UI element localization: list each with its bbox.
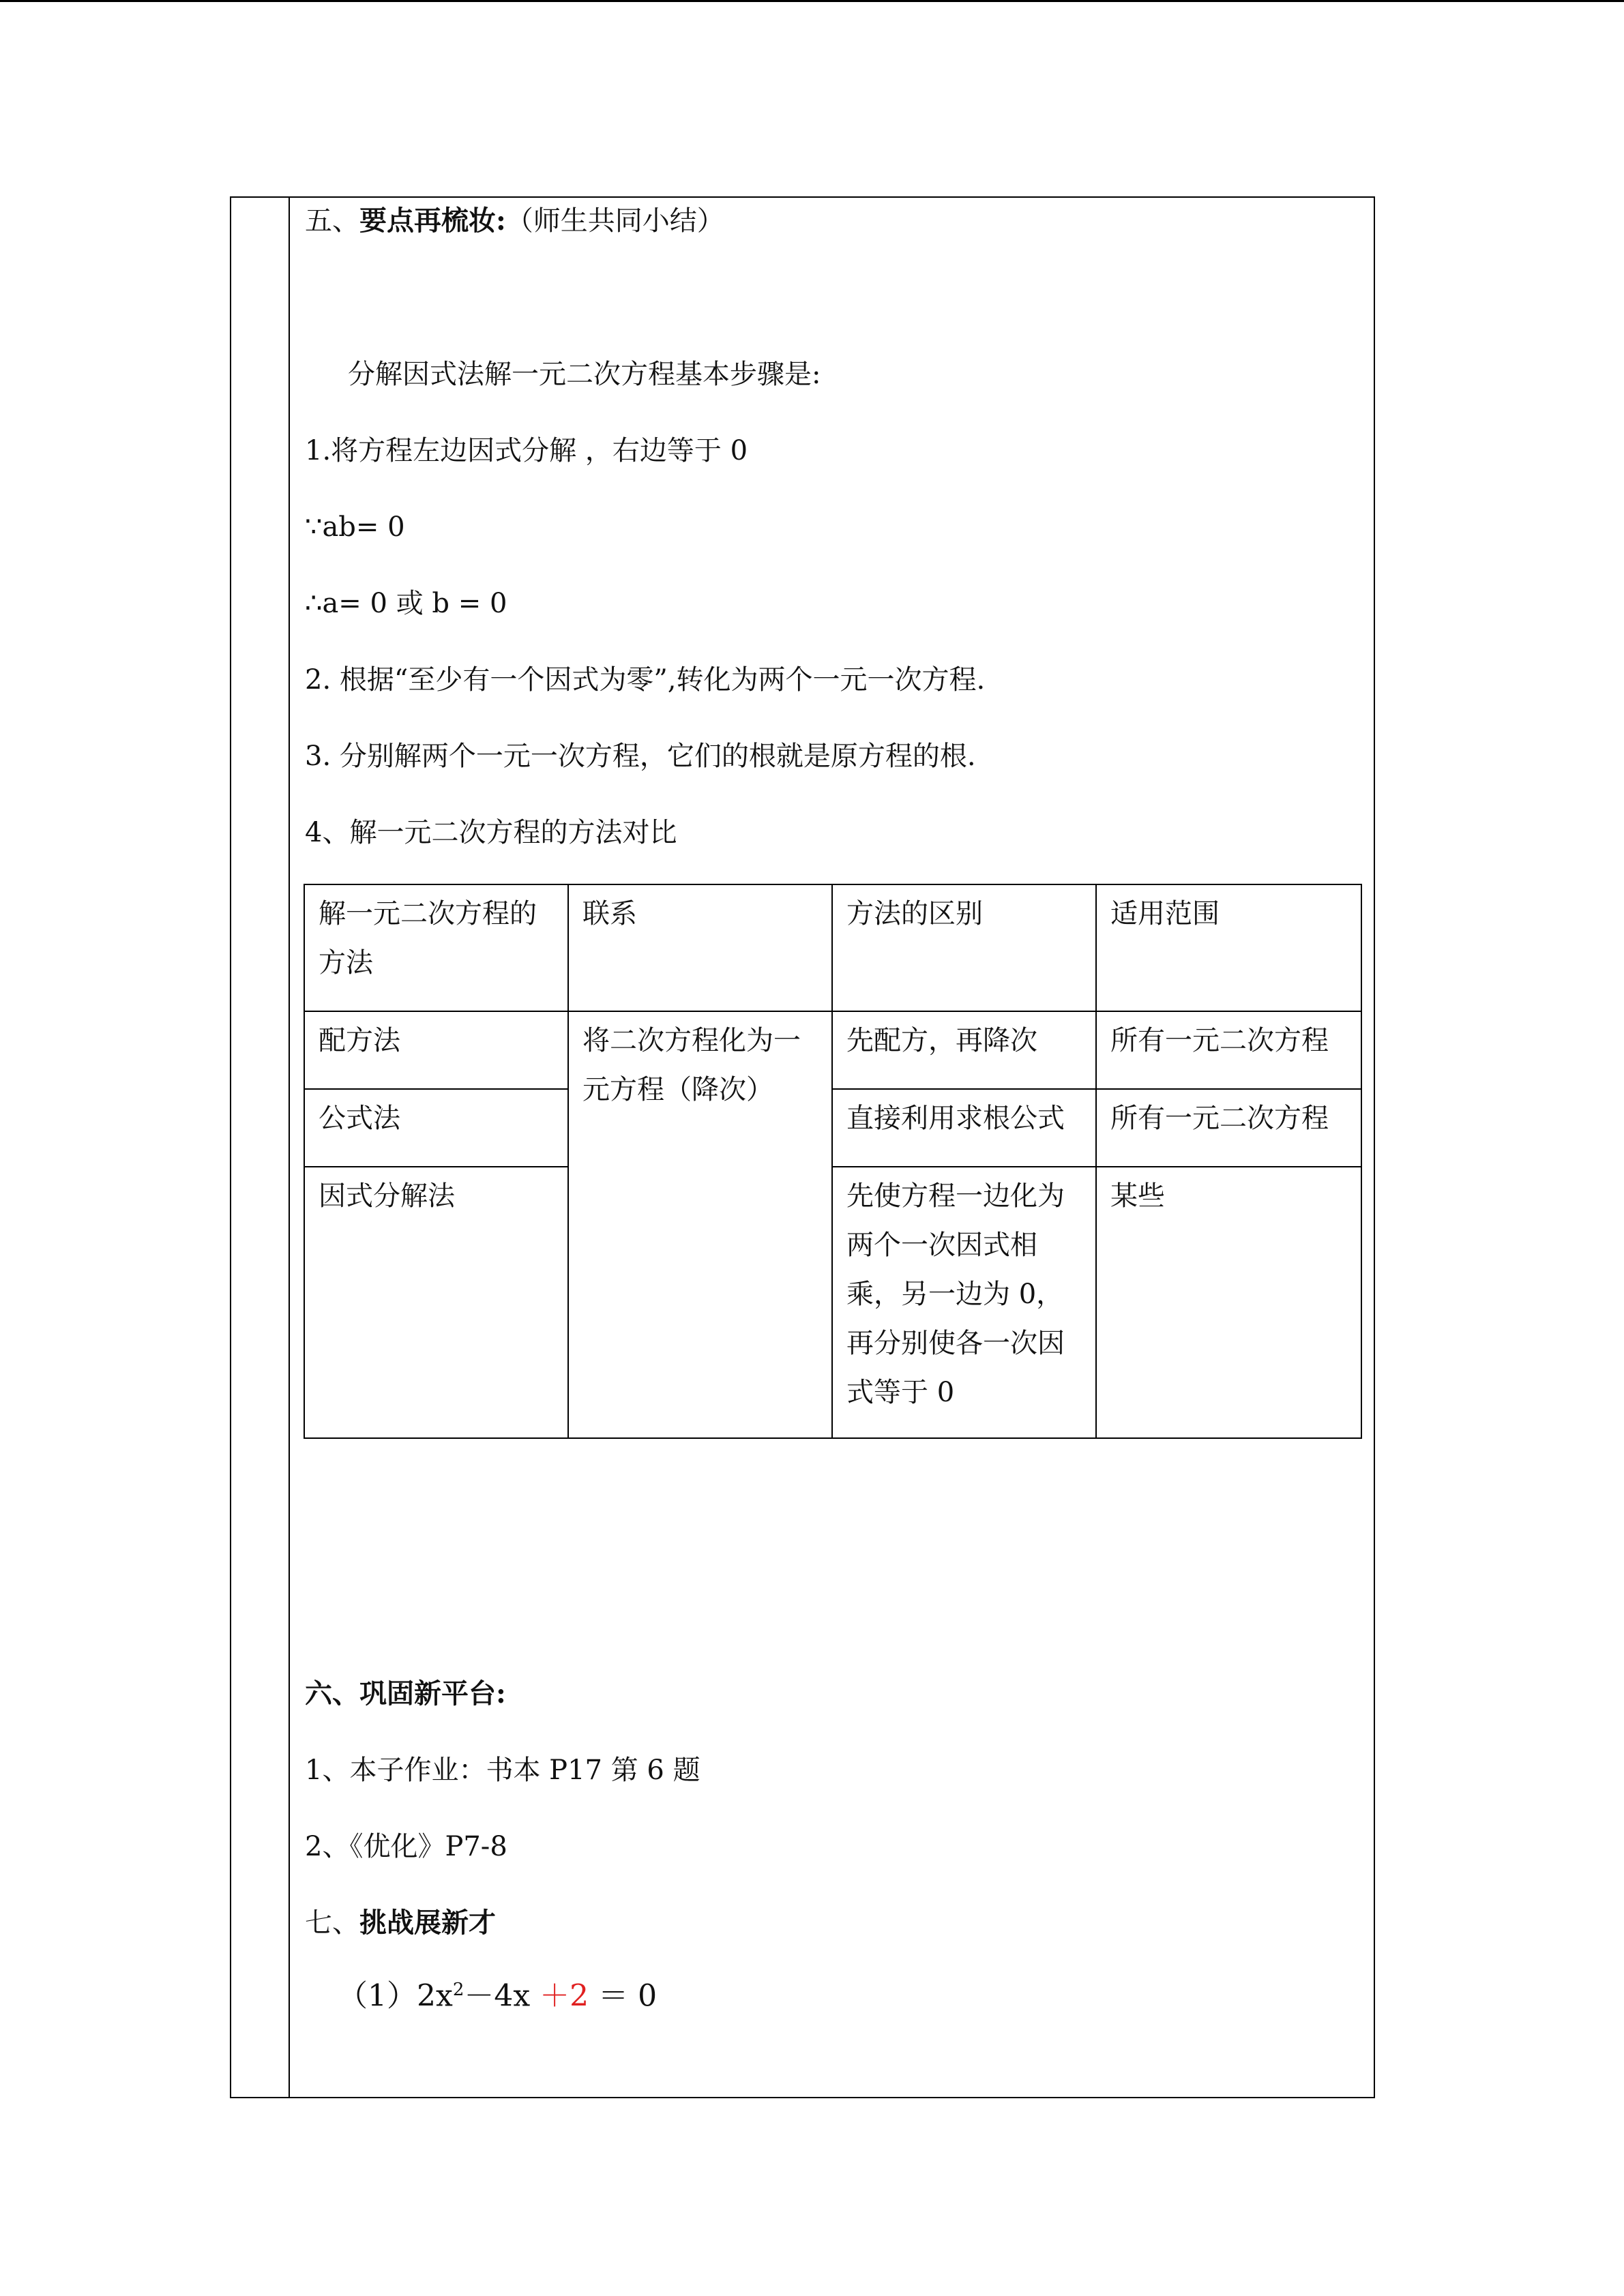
step-1-because: ∵ab= 0 <box>305 511 405 543</box>
step-4: 4、解一元二次方程的方法对比 <box>305 817 677 848</box>
header-difference: 方法的区别 <box>832 884 1096 1011</box>
section5-note: （师生共同小结） <box>505 205 724 237</box>
step-1: 1.将方程左边因式分解 ，右边等于 0 <box>305 435 748 466</box>
section5-title: 要点再梳妆: <box>359 205 506 237</box>
section7-title: 挑战展新才 <box>359 1907 496 1939</box>
table-row <box>304 1011 1361 1089</box>
equation-middle: －4x <box>464 1978 540 2014</box>
section6-item-2: 2、《优化》P7-8 <box>305 1831 507 1862</box>
equation-red-term: ＋2 <box>540 1978 589 2014</box>
table-row <box>304 1089 1361 1167</box>
scope-cell: 所有一元二次方程 <box>1096 1089 1361 1167</box>
method-cell: 因式分解法 <box>304 1167 568 1438</box>
section6-heading: 六、巩固新平台: <box>305 1678 506 1710</box>
equation-suffix: ＝ 0 <box>589 1978 658 2014</box>
header-connection: 联系 <box>568 884 832 1011</box>
section5-number: 五、 <box>305 205 359 237</box>
scope-cell: 所有一元二次方程 <box>1096 1011 1361 1089</box>
equation-exponent: 2 <box>452 1980 464 2000</box>
challenge-equation <box>338 1971 657 2016</box>
method-cell: 公式法 <box>304 1089 568 1167</box>
steps-intro: 分解因式法解一元二次方程基本步骤是: <box>348 359 821 390</box>
step-3: 3. 分别解两个一元一次方程，它们的根就是原方程的根. <box>305 741 976 772</box>
section6-item-1: 1、本子作业：书本 P17 第 6 题 <box>305 1755 700 1786</box>
left-column-divider <box>289 198 290 2097</box>
difference-cell: 直接利用求根公式 <box>832 1089 1096 1167</box>
header-method: 解一元二次方程的方法 <box>304 884 568 1011</box>
step-1-therefore: ∴a= 0 或 b = 0 <box>305 588 507 619</box>
difference-cell: 先使方程一边化为两个一次因式相乘，另一边为 0，再分别使各一次因式等于 0 <box>832 1167 1096 1438</box>
equation-prefix: （1）2x <box>338 1978 453 2014</box>
section5-heading <box>305 205 724 237</box>
connection-cell: 将二次方程化为一元方程（降次） <box>568 1011 832 1438</box>
page-top-border <box>0 0 1624 2</box>
methods-comparison-table <box>304 884 1362 1439</box>
table-row <box>304 1167 1361 1438</box>
section7-heading <box>305 1907 496 1939</box>
step-2: 2. 根据“至少有一个因式为零”,转化为两个一元一次方程. <box>305 664 986 696</box>
header-scope: 适用范围 <box>1096 884 1361 1011</box>
scope-cell: 某些 <box>1096 1167 1361 1438</box>
method-cell: 配方法 <box>304 1011 568 1089</box>
section7-number: 七、 <box>305 1907 359 1939</box>
difference-cell: 先配方，再降次 <box>832 1011 1096 1089</box>
table-header-row <box>304 884 1361 1011</box>
